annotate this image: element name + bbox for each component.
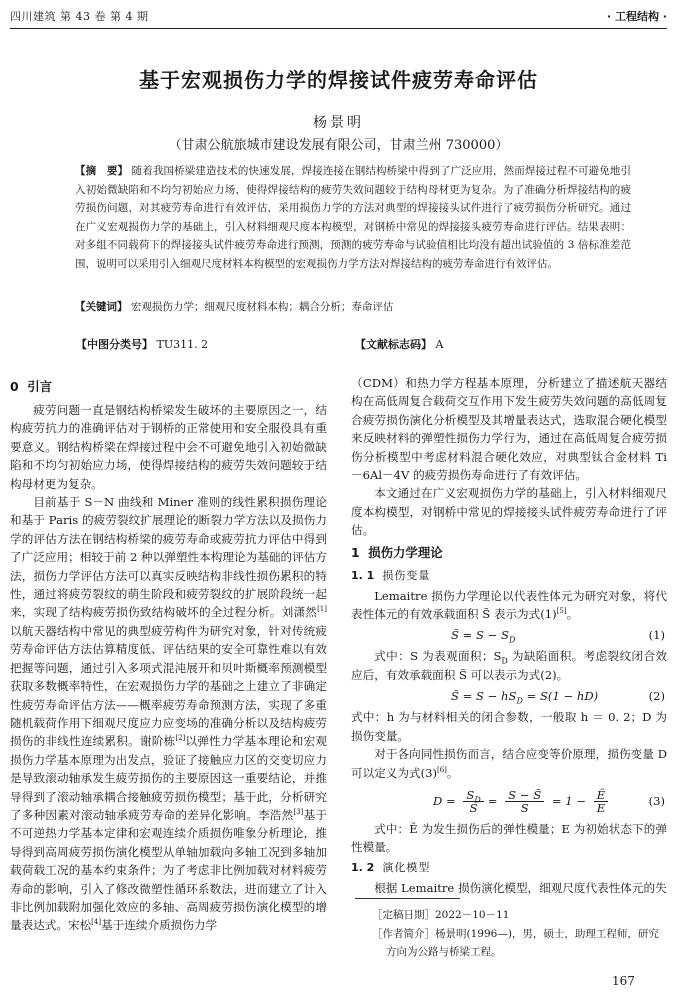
keywords-label: 【关键词】	[75, 301, 128, 313]
subsection-heading-1-2: 1. 2 演化模型	[351, 860, 431, 874]
citation[interactable]: [1]	[317, 605, 327, 614]
document-code: 【文献标志码】 A	[355, 338, 444, 351]
section-label: · 工程结构 ·	[606, 10, 667, 23]
page-number: 167	[612, 974, 635, 988]
citation[interactable]: [5]	[556, 607, 567, 616]
paragraph: 疲劳问题一直是钢结构桥梁发生破坏的主要原因之一，结构疲劳抗力的准确评估对于钢桥的正常使用和安全服役具有重要意义。钢结构桥梁在焊接过程中会不可避免地引入初始微缺陷和不均匀初始应力场，使得焊接结构的疲劳失效问题较于结构母材更为复杂。	[10, 403, 327, 491]
paper-title: 基于宏观损伤力学的焊接试件疲劳寿命评估	[139, 68, 538, 92]
citation[interactable]: [6]	[437, 765, 447, 774]
paragraph: 目前基于 S－N 曲线和 Miner 准则的线性累积损伤理论和基于 Paris 的疲劳裂纹扩展理论的断裂力学方法以及损伤力学的评估方法在钢结构桥梁的疲劳寿命或疲劳抗力评估中得到了广泛应用；相较于前 2 种以弹塑性本构理论为基础的评估方法，损伤力学评估方法可以真实反映结构非线性损伤累积的特性，通过将疲劳裂纹的萌生阶段和疲劳裂纹的扩展阶段统一起来，实现了结构疲劳损伤致结构破坏的全过程分析。刘潇然[1]以航天器结构中常见的典型疲劳构件为研究对象，针对传统疲劳寿命评估方法估算精度低、评估结果的安全可靠性难以有效把握等问题，通过引入多项式混沌展开和贝叶斯概率预测模型获取多数概率特性，在宏观损伤力学的基础之上建立了非确定性疲劳寿命评估方法——概率疲劳寿命预测方法，实现了多重随机载荷作用下细观尺度应力应变场的准确分析以及结构疲劳损伤的非线性连续累积。谢阶栋[2]以弹性力学基本理论和宏观损伤力学基本原理为出发点，验证了接触应力区的交变切应力是导致滚动轴承发生疲劳损伤的主要原因这一重要结论，并推导得到了滚动轴承耦合接触疲劳损伤模型；基于此，分析研究了多种因素对滚动轴承疲劳寿命的差异化影响。李浩然[3]基于不可逆热力学基本定律和宏观连续介质损伤唯象分析理论，推导得到高周疲劳损伤演化模型从单轴加载向多轴工况到多轴加载荷载工况的基本约束条件；为了考虑非比例加载对材料疲劳寿命的影响，引入了修改微塑性循环系数法，进而建立了计入非比例加载附加强化效应的多轴、高周疲劳损伤演化模型的增量表达式。宋松[4]基于连续介质损伤力学	[10, 495, 327, 933]
subsection-heading-1-1: 1. 1 损伤变量	[351, 568, 431, 582]
paragraph: 式中：Ẽ 为发生损伤后的弹性模量；E 为初始状态下的弹性模量。	[351, 821, 667, 855]
abstract	[75, 162, 631, 274]
header-rule	[10, 28, 667, 29]
footnote	[372, 906, 668, 962]
running-header	[10, 8, 667, 24]
left-column	[10, 374, 327, 935]
keywords	[75, 298, 631, 316]
keywords-text: 宏观损伤力学；细观尺度材料本构；耦合分析；寿命评估	[130, 301, 394, 313]
abstract-label: 【摘 要】	[75, 165, 129, 177]
journal-info: 四川建筑 第 43 卷 第 4 期	[10, 10, 149, 23]
paragraph: 根据 Lemaitre 损伤演化模型，细观尺度代表性体元的失	[374, 880, 667, 895]
classification-number: 【中图分类号】 TU311. 2	[76, 338, 209, 351]
section-heading-intro: 0 引言	[10, 379, 53, 394]
footnote-rule	[355, 898, 460, 899]
affiliation: （甘肃公航旅城市建设发展有限公司，甘肃兰州 730000）	[168, 138, 509, 153]
author-name: 杨景明	[313, 115, 364, 131]
paragraph: （CDM）和热力学方程基本原理，分析建立了描述航天器结构在高低周复合载荷交互作用下发生疲劳失效问题的高低周复合疲劳损伤演化分析模型及其增量表达式，选取混合硬化模型来反映材料的弹塑性损伤力学行为，通过在高低周复合疲劳损伤分析模型中考虑材料混合硬化效应，对典型钛合金材料 Ti－6Al－4V 的疲劳损伤寿命进行了有效评估。	[351, 376, 667, 483]
equation-3: D = $\frac{S_D}{S}$ = $\frac{S - S̃}{S}$ = 1 − $\frac{\text{Ẽ}}{E}$ (3)	[433, 788, 665, 816]
citation[interactable]: [2]	[175, 734, 186, 743]
equation-2: S̃ = $S - hS_D = S(1 - hD)$ (2)	[451, 689, 665, 706]
citation[interactable]: [3]	[293, 807, 304, 816]
section-heading-1: 1 损伤力学理论	[351, 544, 443, 560]
right-column	[351, 374, 667, 897]
paragraph: Lemaitre 损伤力学理论以代表性体元为研究对象，将代表性体元的有效承载面积 S̃ 表示为式(1)[5]。	[351, 588, 667, 622]
paragraph: 式中：h 为与材料相关的闭合参数，一般取 h ＝ 0. 2；D 为损伤变量。	[351, 710, 667, 743]
paragraph: 本文通过在广义宏观损伤力学的基础上，引入材料细观尺度本构模型，对钢桥中常见的焊接接头试件疲劳寿命进行了评估。	[351, 486, 667, 538]
author-bio: ［作者简介］杨景明(1996—)，男，硕士，助理工程师，研究方向为公路与桥梁工程。	[372, 927, 659, 959]
equation-1: S̃ = $S - S_D$ (1)	[451, 628, 665, 645]
citation[interactable]: [4]	[91, 918, 102, 927]
paragraph: 式中：S 为表观面积；$S_D$ 为缺陷面积。考虑裂纹闭合效应后，有效承载面积 S̃ 可以表示为式(2)。	[351, 649, 667, 682]
received-date: ［定稿日期］2022－10－11	[372, 909, 510, 921]
abstract-text: 随着我国桥梁建造技术的快速发展，焊接连接在钢结构桥梁中得到了广泛应用，然而焊接过程不可避免地引入初始微缺陷和不均匀初始应力场，使得焊接结构的疲劳失效问题较于结构母材更为复杂。为了准确分析焊接结构的疲劳损伤问题，对其疲劳寿命进行有效评估，采用损伤力学的方法对典型的焊接接头试件进行了疲劳损伤分析研究。通过在广义宏观损伤力学的基础上，引入材料细观尺度本构模型，对钢桥中常见的焊接接头疲劳寿命进行评估。结果表明：对多组不同载荷下的焊接接头试件疲劳寿命进行预测，预测的疲劳寿命与试验值相比均没有超出试验值的 3 倍标准差范围，说明可以采用引入细观尺度材料本构模型的宏观损伤力学方法对焊接结构的疲劳寿命进行有效评估。	[75, 165, 631, 270]
paragraph: 对于各向同性损伤而言，结合应变等价原理，损伤变量 D 可以定义为式(3)[6]。	[351, 747, 667, 780]
